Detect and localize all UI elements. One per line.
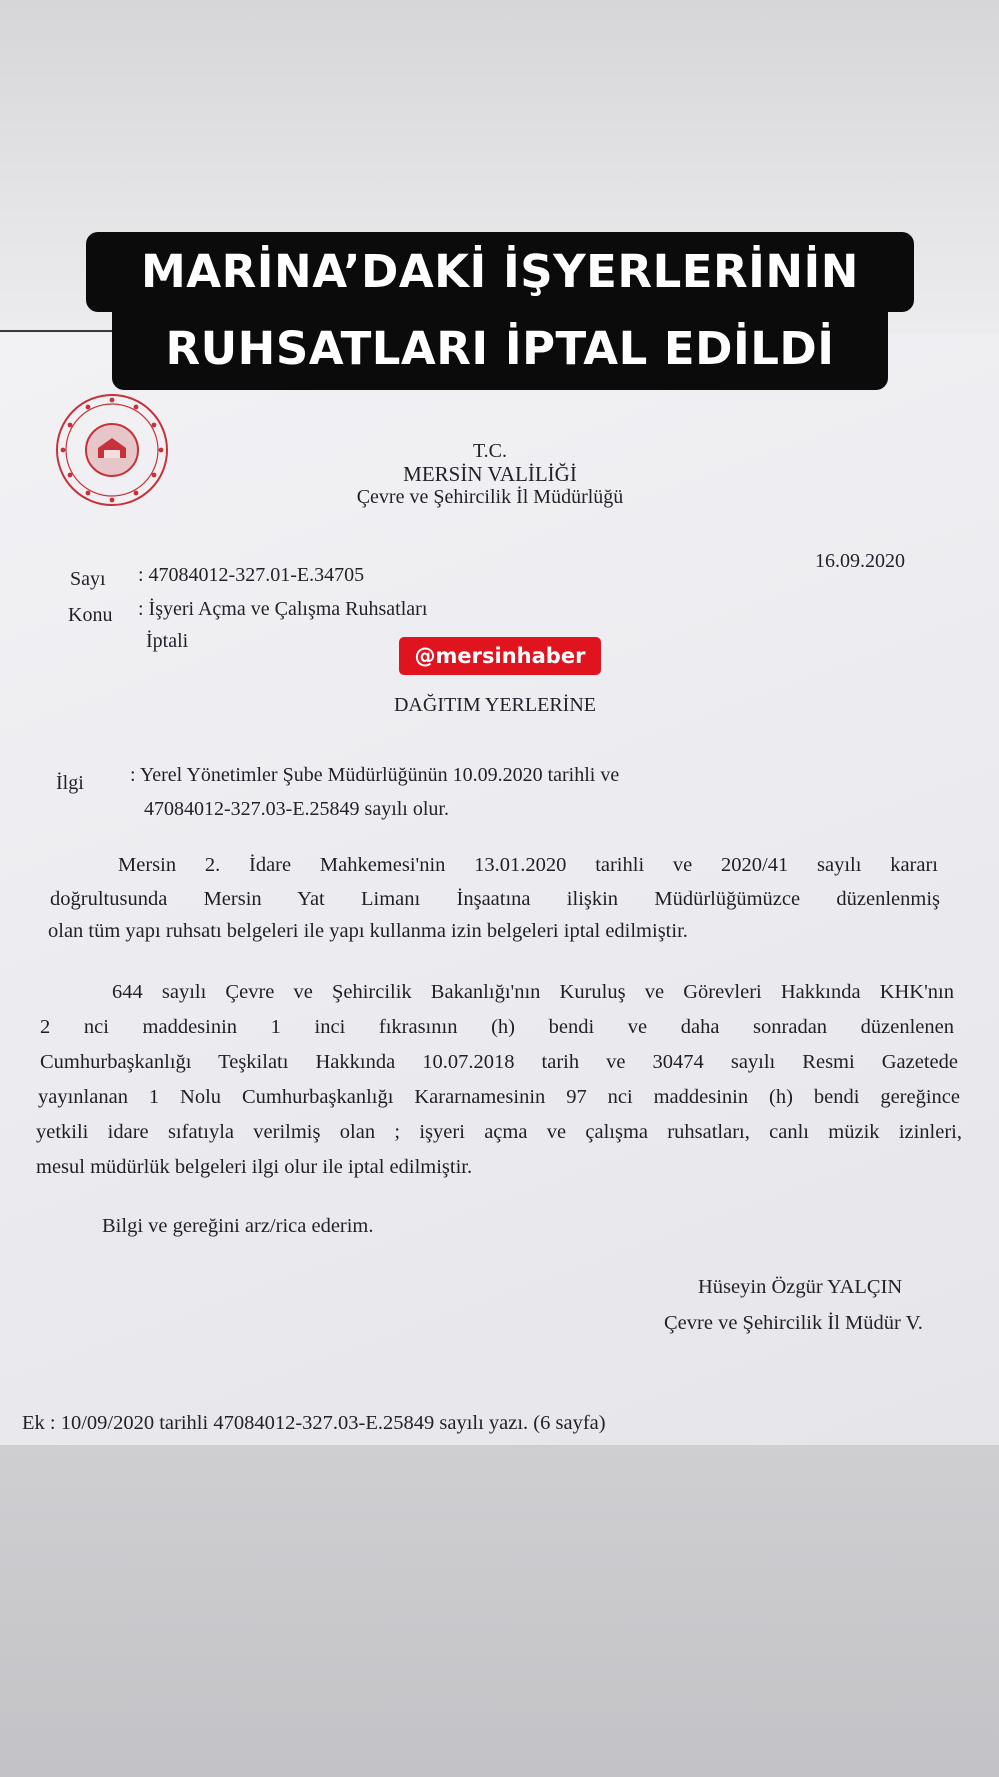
paragraph-2-line-5: yetkili idare sıfatıyla verilmiş olan ; işyeri açma ve çalışma ruhsatları, canlı müzik izinleri, <box>36 1121 962 1143</box>
ilgi-label: İlgi <box>56 772 84 794</box>
paragraph-1-line-3: olan tüm yapı ruhsatı belgeleri ile yapı kullanma izin belgeleri iptal edilmiştir. <box>48 920 688 942</box>
background-bottom <box>0 1445 999 1777</box>
paragraph-2-line-3: Cumhurbaşkanlığı Teşkilatı Hakkında 10.07.2018 tarih ve 30474 sayılı Resmi Gazetede <box>40 1051 958 1073</box>
konu-label: Konu <box>68 604 113 626</box>
letterhead-tc: T.C. <box>472 440 508 462</box>
konu-value-2: İptali <box>146 630 189 652</box>
signatory-title: Çevre ve Şehircilik İl Müdür V. <box>664 1312 923 1334</box>
headline-line-1: MARİNA’DAKİ İŞYERLERİNİN <box>86 232 914 312</box>
paragraph-2-line-4: yayınlanan 1 Nolu Cumhurbaşkanlığı Kararnamesinin 97 nci maddesinin (h) bendi gereğince <box>38 1086 960 1108</box>
letterhead-directorate: Çevre ve Şehircilik İl Müdürlüğü <box>356 486 624 508</box>
signatory-name: Hüseyin Özgür YALÇIN <box>698 1276 903 1298</box>
letterhead-governorship: MERSİN VALİLİĞİ <box>403 462 577 486</box>
headline-line-2: RUHSATLARI İPTAL EDİLDİ <box>112 312 888 390</box>
document-date: 16.09.2020 <box>815 550 905 572</box>
ilgi-line-1: : Yerel Yönetimler Şube Müdürlüğünün 10.09.2020 tarihli ve <box>130 764 620 786</box>
paragraph-2-line-6: mesul müdürlük belgeleri ilgi olur ile iptal edilmiştir. <box>36 1156 473 1178</box>
paper-edge <box>0 330 120 332</box>
paragraph-2-line-1: 644 sayılı Çevre ve Şehircilik Bakanlığı'nın Kuruluş ve Görevleri Hakkında KHK'nın <box>112 981 954 1003</box>
source-tag: @mersinhaber <box>399 637 601 675</box>
konu-value-1: : İşyeri Açma ve Çalışma Ruhsatları <box>138 598 428 620</box>
paragraph-1-line-2: doğrultusunda Mersin Yat Limanı İnşaatına ilişkin Müdürlüğümüzce düzenlenmiş <box>50 888 940 910</box>
paragraph-1-line-1: Mersin 2. İdare Mahkemesi'nin 13.01.2020 tarihli ve 2020/41 sayılı kararı <box>118 854 938 876</box>
closing-sentence: Bilgi ve gereğini arz/rica ederim. <box>102 1215 374 1237</box>
ministry-seal-icon <box>54 392 170 508</box>
paragraph-2-line-2: 2 nci maddesinin 1 inci fıkrasının (h) bendi ve daha sonradan düzenlenen <box>40 1016 954 1038</box>
sayi-label: Sayı <box>70 568 106 590</box>
recipient-heading: DAĞITIM YERLERİNE <box>393 694 596 716</box>
attachment-note: Ek : 10/09/2020 tarihli 47084012-327.03-E.25849 sayılı yazı. (6 sayfa) <box>22 1412 606 1434</box>
ilgi-line-2: 47084012-327.03-E.25849 sayılı olur. <box>144 798 449 820</box>
sayi-value: : 47084012-327.01-E.34705 <box>138 564 365 586</box>
